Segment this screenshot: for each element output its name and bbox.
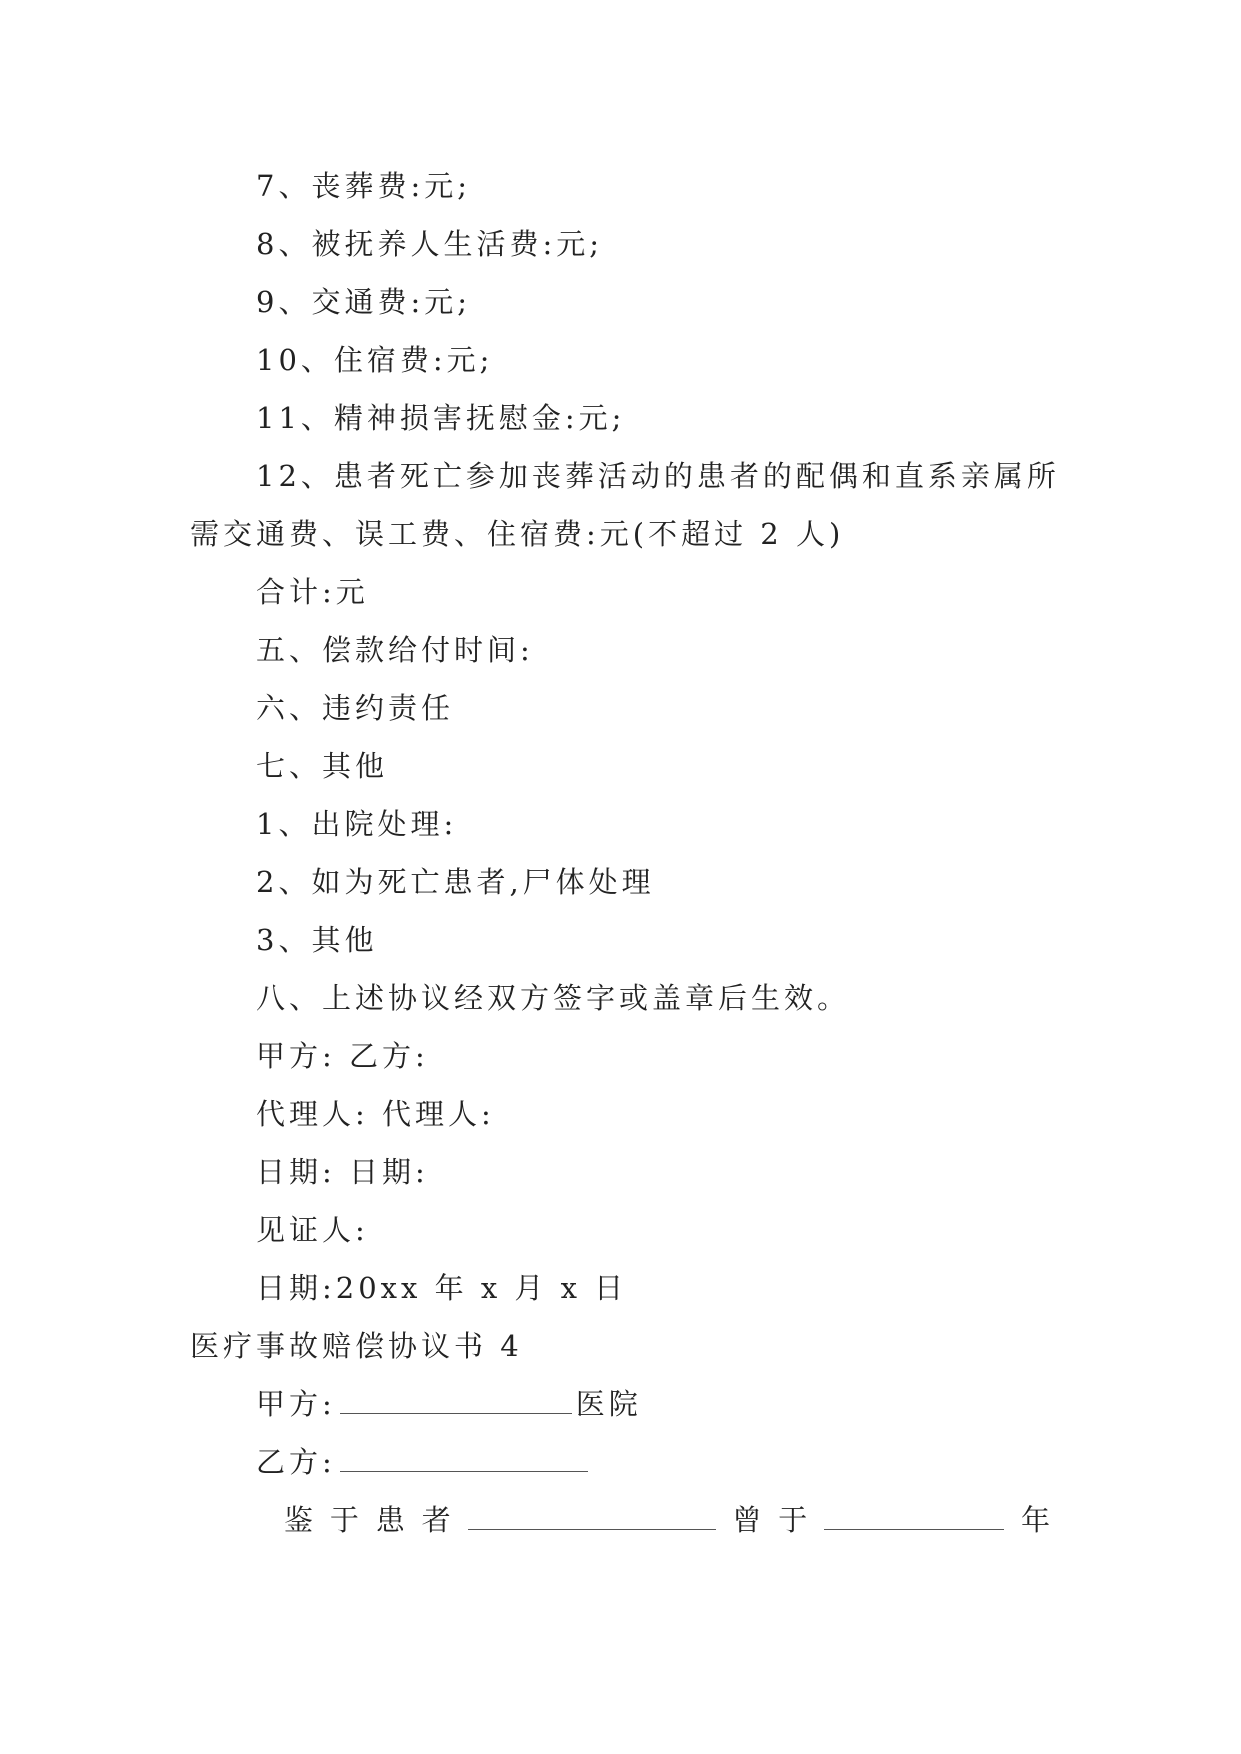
item-9-transport-fee: 9、交通费:元; (256, 285, 471, 319)
item-7-funeral-fee: 7、丧葬费:元; (256, 169, 471, 203)
party-a-blank (340, 1385, 572, 1414)
char-yu: 于 (329, 1503, 359, 1537)
witness-line: 见证人: (256, 1213, 369, 1247)
final-date-line: 日期:20xx 年 x 月 x 日 (256, 1271, 628, 1305)
whereas-line (284, 1500, 1050, 1540)
agents-line: 代理人: 代理人: (256, 1097, 495, 1131)
party-b-line (256, 1442, 592, 1482)
party-b-label: 乙方: (256, 1445, 336, 1479)
other-item-1: 1、出院处理: (256, 807, 458, 841)
item-12-line-1: 12、患者死亡参加丧葬活动的患者的配偶和直系亲属所 (256, 459, 1060, 493)
dates-line: 日期: 日期: (256, 1155, 429, 1189)
item-12-line-2: 需交通费、误工费、住宿费:元(不超过 2 人) (190, 517, 845, 551)
section-5-payment-time: 五、偿款给付时间: (256, 633, 534, 667)
patient-name-blank (468, 1501, 716, 1530)
other-item-3: 3、其他 (256, 923, 378, 957)
section-6-liability: 六、违约责任 (256, 691, 455, 725)
year-blank (824, 1501, 1004, 1530)
party-b-blank (340, 1443, 588, 1472)
item-8-dependent-living-fee: 8、被抚养人生活费:元; (256, 227, 603, 261)
agreement-4-title: 医疗事故赔偿协议书 4 (190, 1329, 523, 1363)
party-a-suffix: 医院 (575, 1387, 642, 1421)
item-10-lodging-fee: 10、住宿费:元; (256, 343, 494, 377)
item-11-mental-damages: 11、精神损害抚慰金:元; (256, 401, 626, 435)
char-ceng: 曾 (732, 1503, 762, 1537)
char-jian: 鉴 (284, 1503, 314, 1537)
total-line: 合计:元 (256, 575, 369, 609)
char-yu-2: 于 (778, 1503, 808, 1537)
char-huan: 患 (375, 1503, 405, 1537)
party-a-label: 甲方: (256, 1387, 336, 1421)
char-nian: 年 (1020, 1503, 1050, 1537)
other-item-2: 2、如为死亡患者,尸体处理 (256, 865, 655, 899)
char-zhe: 者 (421, 1503, 451, 1537)
parties-line: 甲方: 乙方: (256, 1039, 429, 1073)
section-8-effective: 八、上述协议经双方签字或盖章后生效。 (256, 981, 851, 1015)
section-7-other: 七、其他 (256, 749, 389, 783)
party-a-line (256, 1384, 642, 1424)
